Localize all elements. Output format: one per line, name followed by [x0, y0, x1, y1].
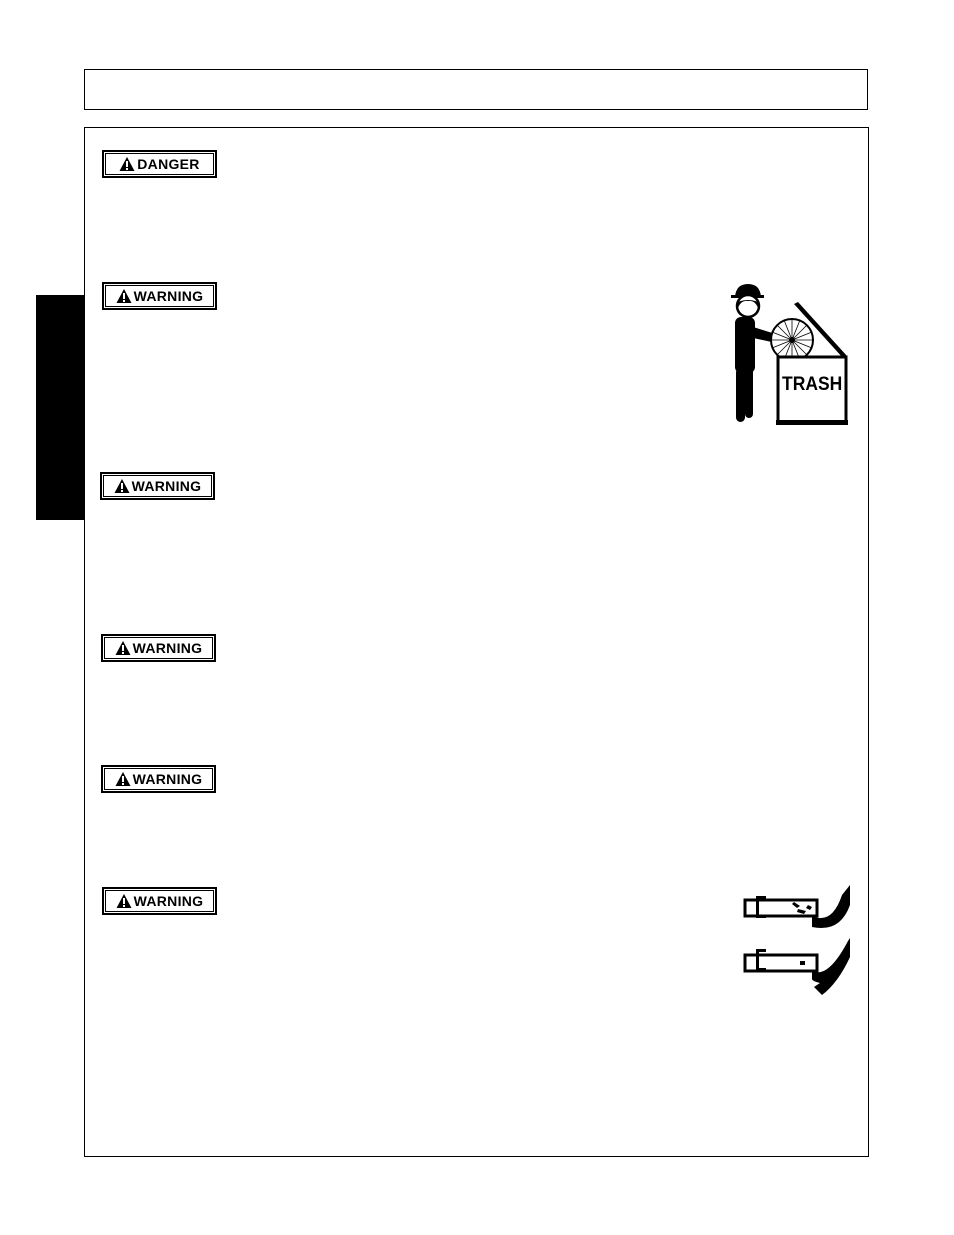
warning-signal-badge — [101, 765, 216, 793]
warning-triangle-icon — [116, 893, 132, 909]
warning-signal-badge — [102, 282, 217, 310]
warning-triangle-icon — [119, 156, 135, 172]
warning-label: WARNING — [133, 893, 204, 909]
trash-label: TRASH — [782, 372, 843, 395]
warning-signal-badge — [100, 472, 215, 500]
header-box — [84, 69, 868, 110]
danger-signal-badge — [102, 150, 217, 178]
worker-trash-illustration — [722, 280, 852, 428]
warning-triangle-icon — [115, 640, 131, 656]
blade-comparison-illustration — [742, 883, 854, 999]
warning-signal-badge — [101, 634, 216, 662]
warning-label: WARNING — [132, 771, 203, 787]
warning-signal-badge — [102, 887, 217, 915]
danger-label: DANGER — [137, 156, 200, 172]
section-side-tab — [36, 295, 84, 520]
warning-triangle-icon — [114, 478, 130, 494]
warning-label: WARNING — [131, 478, 202, 494]
warning-label: WARNING — [132, 640, 203, 656]
warning-label: WARNING — [133, 288, 204, 304]
warning-triangle-icon — [115, 771, 131, 787]
warning-triangle-icon — [116, 288, 132, 304]
